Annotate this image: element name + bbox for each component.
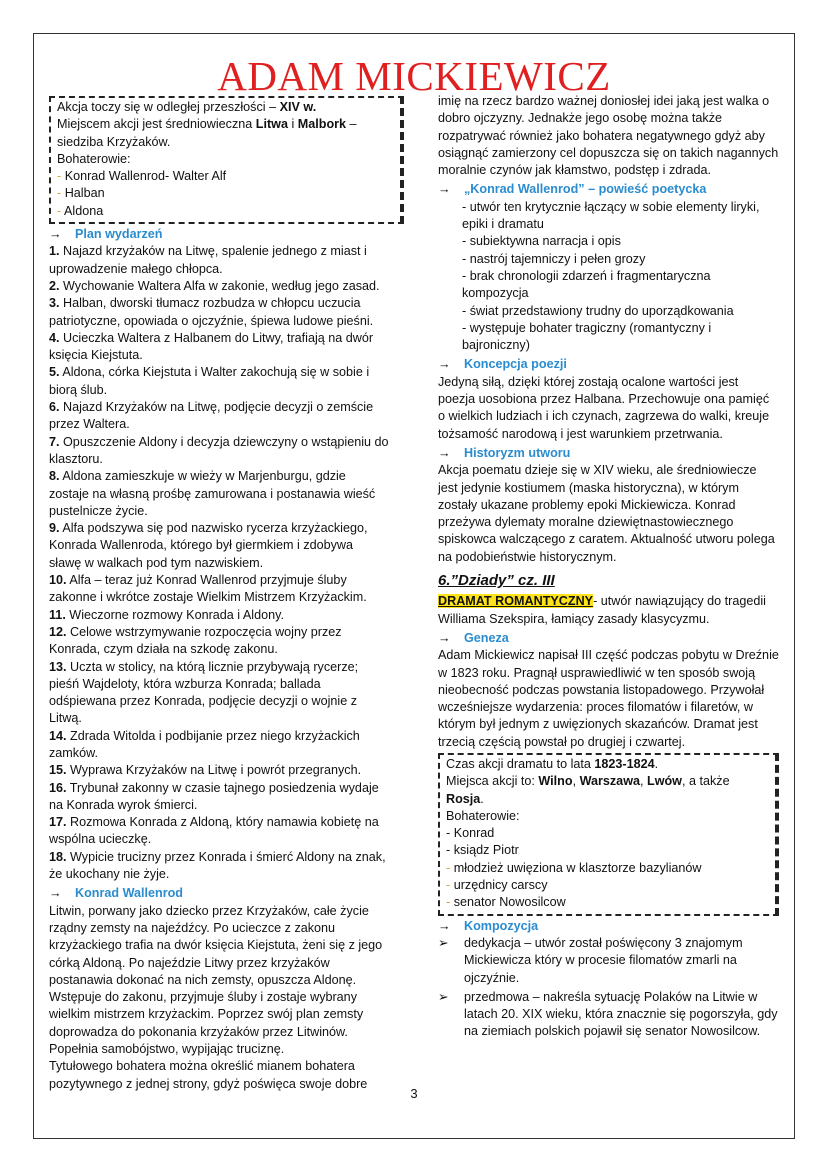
box-line: Bohaterowie:	[446, 808, 520, 823]
plan-item-line	[49, 261, 404, 278]
plan-item-text: uprowadzenie małego chłopca.	[49, 261, 223, 276]
plan-item-number: 18.	[49, 849, 67, 864]
plan-item-line	[49, 814, 404, 831]
text-line: pozytywnego z jednej strony, gdyż poświęca swoje dobre	[49, 1076, 368, 1091]
text-line: wielkim mistrzem krzyżackim. Poprzez swój plan zemsty	[49, 1007, 364, 1022]
plan-item-line	[49, 780, 404, 797]
text-line: w 1823 roku. Pragnął usprawiedliwić w ten sposób swoją	[438, 665, 756, 680]
plan-item-text: księcia Kiejstuta.	[49, 348, 143, 363]
text-line: Litwin, porwany jako dziecko przez Krzyżaków, całe życie	[49, 903, 369, 918]
plan-item-line	[49, 641, 404, 658]
poetic-feature-item	[438, 251, 779, 268]
plan-item	[49, 468, 404, 520]
arrow-icon: →	[49, 227, 62, 242]
text-line: rozpatrywać również jako bohatera negatywnego gdyż aby	[438, 128, 765, 143]
section-heading-poetic: → „Konrad Wallenrod” – powieść poetycka	[438, 181, 779, 198]
poetic-feature-item	[438, 303, 779, 320]
plan-item	[49, 520, 404, 572]
plan-item	[49, 607, 404, 624]
plan-item-line	[49, 382, 404, 399]
plan-item-line	[49, 762, 404, 779]
box-line: Bohaterowie:	[57, 151, 131, 166]
character-item: - Konrad Wallenrod- Walter Alf	[57, 169, 227, 184]
box-line: Czas akcji dramatu to lata 1823-1824.	[446, 756, 659, 771]
text-line: spiskowca walczącego z caratem. Aktualność utworu polega	[438, 532, 775, 547]
text-line: osiągnąć zamierzony cel dopuszcza się on takich nagannych	[438, 145, 779, 160]
plan-item-line	[49, 347, 404, 364]
composition-line: dedykacja – utwór został poświęcony 3 znajomym	[464, 935, 743, 950]
text-line: postanawia dokonać na nich zemsty, opuszcza Aldonę.	[49, 972, 357, 987]
plan-item-number: 13.	[49, 659, 67, 674]
plan-item	[49, 572, 404, 607]
text-line: na podobieństwie historycznym.	[438, 549, 617, 564]
box-line: Miejscem akcji jest średniowieczna Litwa i Malbork –	[57, 117, 357, 132]
character-item: - Halban	[57, 186, 105, 201]
plan-item-text: Najazd Krzyżaków na Litwę, podjęcie decyzji o zemście	[59, 400, 374, 415]
left-info-box	[49, 96, 404, 224]
text-line: moralnie czynów jak kłamstwo, podstęp i zdrada.	[438, 163, 711, 178]
plan-item-text: przez Waltera.	[49, 417, 130, 432]
plan-item-line	[49, 693, 404, 710]
text-line: dobro ojczyzny. Jednakże jego osobę można także	[438, 111, 722, 126]
plan-item-number: 6.	[49, 400, 60, 415]
plan-item-line	[49, 710, 404, 727]
plan-item-line	[49, 295, 404, 312]
plan-item-number: 12.	[49, 624, 67, 639]
poetic-feature-line: - subiektywna narracja i opis	[462, 234, 621, 249]
plan-item	[49, 330, 404, 365]
composition-text	[464, 935, 743, 987]
text-line: córką Aldoną. Po najeździe Litwy przez krzyżaków	[49, 955, 330, 970]
konrad-paragraph	[49, 903, 404, 1093]
plan-item-number: 9.	[49, 521, 60, 536]
plan-item-line	[49, 364, 404, 381]
plan-item-line	[49, 537, 404, 554]
plan-item-line	[49, 831, 404, 848]
plan-item-text: Konrada, czym działa na szkodę zakonu.	[49, 642, 278, 657]
plan-item-number: 5.	[49, 365, 60, 380]
arrow-icon: →	[438, 182, 451, 197]
plan-item	[49, 762, 404, 779]
arrow-icon: →	[438, 445, 451, 460]
poetic-feature-line: epiki i dramatu	[462, 217, 544, 232]
plan-item	[49, 849, 404, 884]
plan-item-text: pustelnicze życie.	[49, 503, 148, 518]
text-line: krzyżackiego trafia na dwór księcia Kiejstuta, żeni się z jego	[49, 938, 383, 953]
plan-item-text: pieśń Wajdeloty, która wzburza Konrada; ballada	[49, 676, 321, 691]
plan-item-line	[49, 676, 404, 693]
plan-item-line	[49, 589, 404, 606]
text-line: Tytułowego bohatera można określić mianem bohatera	[49, 1059, 355, 1074]
text-line: rządny zemsty na najeźdźcy. Po ucieczce z zakonu	[49, 920, 336, 935]
poetic-feature-item	[438, 199, 779, 234]
plan-item-number: 17.	[49, 815, 67, 830]
plan-item-number: 2.	[49, 278, 60, 293]
plan-item-text: zostaje na własną prośbę zamurowana i postanawia wieść	[49, 486, 376, 501]
text-line: przeżywa dylematy moralne dziewiętnastowiecznego	[438, 515, 734, 530]
plan-item-line	[49, 278, 404, 295]
plan-item-number: 4.	[49, 330, 60, 345]
plan-item-text: Aldona, córka Kiejstuta i Walter zakochują się w sobie i	[59, 365, 370, 380]
plan-item-line	[49, 866, 404, 883]
plan-item-line	[49, 313, 404, 330]
poetic-feature-item	[438, 320, 779, 355]
plan-item-line	[49, 555, 404, 572]
text-line: nieobecność podczas powstania listopadowego. Przywołał	[438, 682, 765, 697]
continuation-paragraph	[438, 93, 779, 179]
plan-item-line	[49, 659, 404, 676]
poetic-feature-item	[438, 268, 779, 303]
left-column	[49, 96, 404, 1093]
plan-list	[49, 243, 404, 883]
plan-item-line	[49, 399, 404, 416]
plan-item-line	[49, 520, 404, 537]
plan-item-line	[49, 607, 404, 624]
plan-item-line	[49, 330, 404, 347]
plan-item-line	[49, 728, 404, 745]
page-number: 3	[410, 1086, 418, 1101]
text-line: Adam Mickiewicz napisał III część podczas pobytu w Dreźnie	[438, 648, 779, 663]
text-line: Jedyną siłą, dzięki której zostają ocalone wartości jest	[438, 374, 739, 389]
poetic-features-list	[438, 199, 779, 355]
plan-item-line	[49, 849, 404, 866]
plan-item-text: sławę w walkach pod tym nazwiskiem.	[49, 555, 264, 570]
arrow-icon: →	[438, 630, 451, 645]
plan-item-text: biorą ślub.	[49, 382, 108, 397]
poetic-feature-line: - występuje bohater tragiczny (romantyczny i	[462, 320, 712, 335]
text-line: zostały ukazane problemy epoki Mickiewicza. Konrad	[438, 497, 736, 512]
plan-item-text: Litwą.	[49, 711, 82, 726]
text-line: imię na rzecz bardzo ważnej doniosłej idei jaką jest walka o	[438, 94, 770, 108]
plan-item-text: Alfa – teraz już Konrad Wallenrod przyjmuje śluby	[66, 573, 347, 588]
character-item: - senator Nowosilcow	[446, 895, 566, 910]
plan-item	[49, 278, 404, 295]
plan-item-text: Aldona zamieszkuje w wieży w Marjenburgu, gdzie	[59, 469, 346, 484]
section-heading-konrad: → Konrad Wallenrod	[49, 885, 404, 902]
historyzm-paragraph	[438, 462, 779, 566]
plan-item-number: 3.	[49, 296, 60, 311]
plan-item-text: zamków.	[49, 745, 98, 760]
composition-text	[464, 989, 778, 1041]
plan-item	[49, 624, 404, 659]
plan-item-text: Alfa podszywa się pod nazwisko rycerza krzyżackiego,	[59, 521, 368, 536]
composition-item	[438, 989, 779, 1041]
plan-item-text: Najazd krzyżaków na Litwę, spalenie jednego z miast i	[59, 244, 367, 259]
plan-item-text: Ucieczka Waltera z Halbanem do Litwy, trafiają na dwór	[59, 330, 374, 345]
box-line: siedziba Krzyżaków.	[57, 134, 171, 149]
plan-item-line	[49, 434, 404, 451]
section-heading-poetry: → Koncepcja poezji	[438, 356, 779, 373]
character-item: - Aldona	[57, 203, 104, 218]
composition-item	[438, 935, 779, 987]
plan-item-text: Wyprawa Krzyżaków na Litwę i powrót przegranych.	[66, 763, 362, 778]
plan-item	[49, 814, 404, 849]
arrowhead-bullet-icon: ➢	[438, 989, 449, 1004]
text-line: o wielkich ludziach i ich czynach, zagrzewa do walki, kreuje	[438, 409, 770, 424]
plan-item-number: 10.	[49, 573, 67, 588]
poetic-feature-line: - utwór ten krytycznie łączący w sobie elementy liryki,	[462, 199, 760, 214]
plan-item-line	[49, 468, 404, 485]
poetic-feature-line: - nastrój tajemniczy i pełen grozy	[462, 251, 646, 266]
drama-line: DRAMAT ROMANTYCZNY- utwór nawiązujący do tragedii	[438, 594, 766, 609]
section-heading-historyzm: → Historyzm utworu	[438, 445, 779, 462]
character-item: - Konrad	[446, 826, 495, 841]
plan-item	[49, 728, 404, 763]
plan-item-text: Wieczorne rozmowy Konrada i Aldony.	[65, 607, 284, 622]
plan-item-text: Zdrada Witolda i podbijanie przez niego krzyżackich	[66, 728, 360, 743]
text-line: Popełnia samobójstwo, wypijając truciznę.	[49, 1042, 285, 1057]
composition-line: przedmowa – nakreśla sytuację Polaków na Litwie w	[464, 989, 758, 1004]
dziady-heading: 6.”Dziady” cz. III	[438, 572, 555, 590]
plan-item	[49, 399, 404, 434]
poetic-feature-line: - świat przedstawiony trudny do uporządkowania	[462, 303, 734, 318]
drama-line: Williama Szekspira, łamiący zasady klasycyzmu.	[438, 611, 710, 626]
poetic-feature-line: - brak chronologii zdarzeń i fragmentaryczna	[462, 268, 711, 283]
plan-item-text: Uczta w stolicy, na którą licznie przybywają rycerze;	[66, 659, 359, 674]
plan-item-line	[49, 503, 404, 520]
arrowhead-bullet-icon: ➢	[438, 935, 449, 950]
arrow-icon: →	[438, 357, 451, 372]
plan-item-text: Halban, dworski tłumacz rozbudza w chłopcu uczucia	[59, 296, 361, 311]
plan-item	[49, 659, 404, 728]
text-line: którym był jednym z uwięzionych skazańców. Dramat jest	[438, 717, 758, 732]
text-line: trzecią częścią powstał po drugiej i czwartej.	[438, 734, 686, 749]
arrow-icon: →	[49, 886, 62, 901]
plan-item	[49, 243, 404, 278]
poetic-feature-line: kompozycja	[462, 286, 529, 301]
plan-item-text: Konrada Wallenroda, którego był giermkiem i zdobywa	[49, 538, 354, 553]
plan-item-line	[49, 416, 404, 433]
character-item: - ksiądz Piotr	[446, 843, 519, 858]
plan-item-text: klasztoru.	[49, 451, 103, 466]
plan-item-number: 15.	[49, 763, 67, 778]
composition-line: na ziemiach polskich pojawił się senator Nowosilcow.	[464, 1024, 761, 1039]
composition-line: latach 20. XIX wieku, która znacznie się pogorszyła, gdy	[464, 1007, 778, 1022]
box-line: Akcja toczy się w odległej przeszłości – XIV w.	[57, 100, 317, 114]
text-line: jest jedynie kostiumem (maska historyczna), w którym	[438, 480, 739, 495]
text-line: wcześniejsze wydarzenia: proces filomatów i filaretów, w	[438, 700, 753, 715]
plan-item-text: wspólna ucieczkę.	[49, 832, 152, 847]
plan-item-text: że ukochany nie żyje.	[49, 867, 170, 882]
plan-item-number: 16.	[49, 780, 67, 795]
plan-item-line	[49, 451, 404, 468]
plan-item-number: 8.	[49, 469, 60, 484]
plan-item-number: 7.	[49, 434, 60, 449]
plan-item-line	[49, 572, 404, 589]
plan-item	[49, 780, 404, 815]
plan-item-line	[49, 745, 404, 762]
plan-item-line	[49, 797, 404, 814]
composition-line: ojczyźnie.	[464, 970, 520, 985]
right-column	[438, 93, 779, 1041]
plan-item-number: 14.	[49, 728, 67, 743]
plan-item-text: Wychowanie Waltera Alfa w zakonie, według jego zasad.	[59, 278, 380, 293]
plan-item-text: Rozmowa Konrada z Aldoną, który namawia kobietę na	[66, 815, 379, 830]
drama-label: DRAMAT ROMANTYCZNY	[438, 594, 594, 609]
plan-item	[49, 364, 404, 399]
plan-item-number: 1.	[49, 244, 60, 259]
poetic-feature-line: bajroniczny)	[462, 338, 530, 353]
text-line: Akcja poematu dzieje się w XIV wieku, ale średniowiecze	[438, 463, 757, 478]
arrow-icon: →	[438, 918, 451, 933]
text-line: poezja uosobiona przez Halbana. Przechowuje ona pamięć	[438, 392, 770, 407]
character-item: - urzędnicy carscy	[446, 878, 548, 893]
character-item: - młodzież uwięziona w klasztorze bazylianów	[446, 860, 702, 875]
plan-item-text: odśpiewana przez Konrada, podjęcie decyzji o wojnie z	[49, 694, 358, 709]
plan-item-line	[49, 243, 404, 260]
plan-item-text: zakonne i wkrótce zostaje Wielkim Mistrzem Krzyżackim.	[49, 590, 367, 605]
section-heading-composition: → Kompozycja	[438, 918, 779, 935]
section-heading-genesis: → Geneza	[438, 630, 779, 647]
composition-line: Mickiewicza który w procesie filomatów zmarli na	[464, 953, 737, 968]
poetic-feature-item	[438, 233, 779, 250]
right-info-box	[438, 753, 779, 916]
plan-item-line	[49, 624, 404, 641]
composition-list	[438, 935, 779, 1041]
plan-item-number: 11.	[49, 607, 66, 622]
plan-item-text: Trybunał zakonny w czasie tajnego posiedzenia wydaje	[66, 780, 379, 795]
text-line: doprowadza do pokonania krzyżaków przez Litwinów.	[49, 1024, 348, 1039]
text-line: Wstępuje do zakonu, przyjmuje śluby i zostaje wybrany	[49, 990, 357, 1005]
plan-item-text: patriotyczne, opowiada o ojczyźnie, śpiewa ludowe pieśni.	[49, 313, 374, 328]
plan-item-text: Celowe wstrzymywanie rozpoczęcia wojny przez	[66, 624, 342, 639]
poetry-paragraph	[438, 374, 779, 443]
page-title: ADAM MICKIEWICZ	[217, 53, 611, 99]
box-line: Miejsca akcji to: Wilno, Warszawa, Lwów, a także Rosja.	[446, 774, 730, 806]
genesis-paragraph	[438, 647, 779, 751]
plan-item-line	[49, 486, 404, 503]
plan-item	[49, 295, 404, 330]
plan-item-text: Opuszczenie Aldony i decyzja dziewczyny o wstąpieniu do	[59, 434, 389, 449]
plan-item-text: Wypicie trucizny przez Konrada i śmierć Aldony na znak,	[66, 849, 386, 864]
text-line: tożsamość narodową i jest warunkiem przetrwania.	[438, 426, 723, 441]
section-heading-plan: → Plan wydarzeń	[49, 226, 404, 243]
plan-item-text: na Konrada wyrok śmierci.	[49, 797, 198, 812]
plan-item	[49, 434, 404, 469]
